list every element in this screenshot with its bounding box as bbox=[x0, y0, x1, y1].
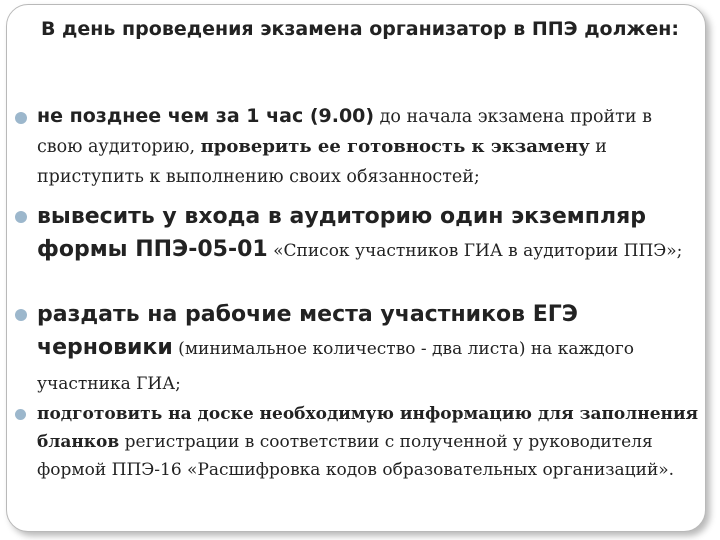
list-item bbox=[37, 102, 702, 192]
item-bold-text: проверить ее готовность к экзамену bbox=[200, 136, 590, 157]
item-text: регистрации в соответствии с полученной у руководителя формой ППЭ-16 «Расшифровка кодов образовательных организаций». bbox=[37, 432, 675, 480]
item-bold-text: раздать на рабочие места участников ЕГЭ черновики bbox=[37, 302, 578, 360]
list-item bbox=[37, 298, 702, 401]
item-bold-text: подготовить на доске необходимую информацию для заполнения бланков bbox=[37, 404, 699, 452]
bullet-icon bbox=[15, 309, 27, 321]
item-bold-text: не позднее чем за 1 час (9.00) bbox=[37, 105, 375, 127]
item-bold-text: вывесить у входа в аудиторию один экземпляр формы ППЭ-05-01 bbox=[37, 204, 646, 262]
bullet-icon bbox=[15, 409, 26, 420]
item-text: до начала экзамена пройти в свою аудиторию, bbox=[37, 107, 652, 157]
list-item bbox=[37, 200, 702, 268]
bullet-icon bbox=[15, 211, 27, 223]
list-item bbox=[37, 400, 702, 484]
slide-title: В день проведения экзамена организатор в ППЭ должен: bbox=[40, 18, 680, 40]
bullet-icon bbox=[15, 112, 27, 124]
item-text: (минимальное количество - два листа) на каждого участника ГИА; bbox=[37, 339, 634, 394]
item-text: и приступить к выполнению своих обязанностей; bbox=[37, 137, 607, 187]
item-text: «Список участников ГИА в аудитории ППЭ»; bbox=[267, 241, 683, 261]
